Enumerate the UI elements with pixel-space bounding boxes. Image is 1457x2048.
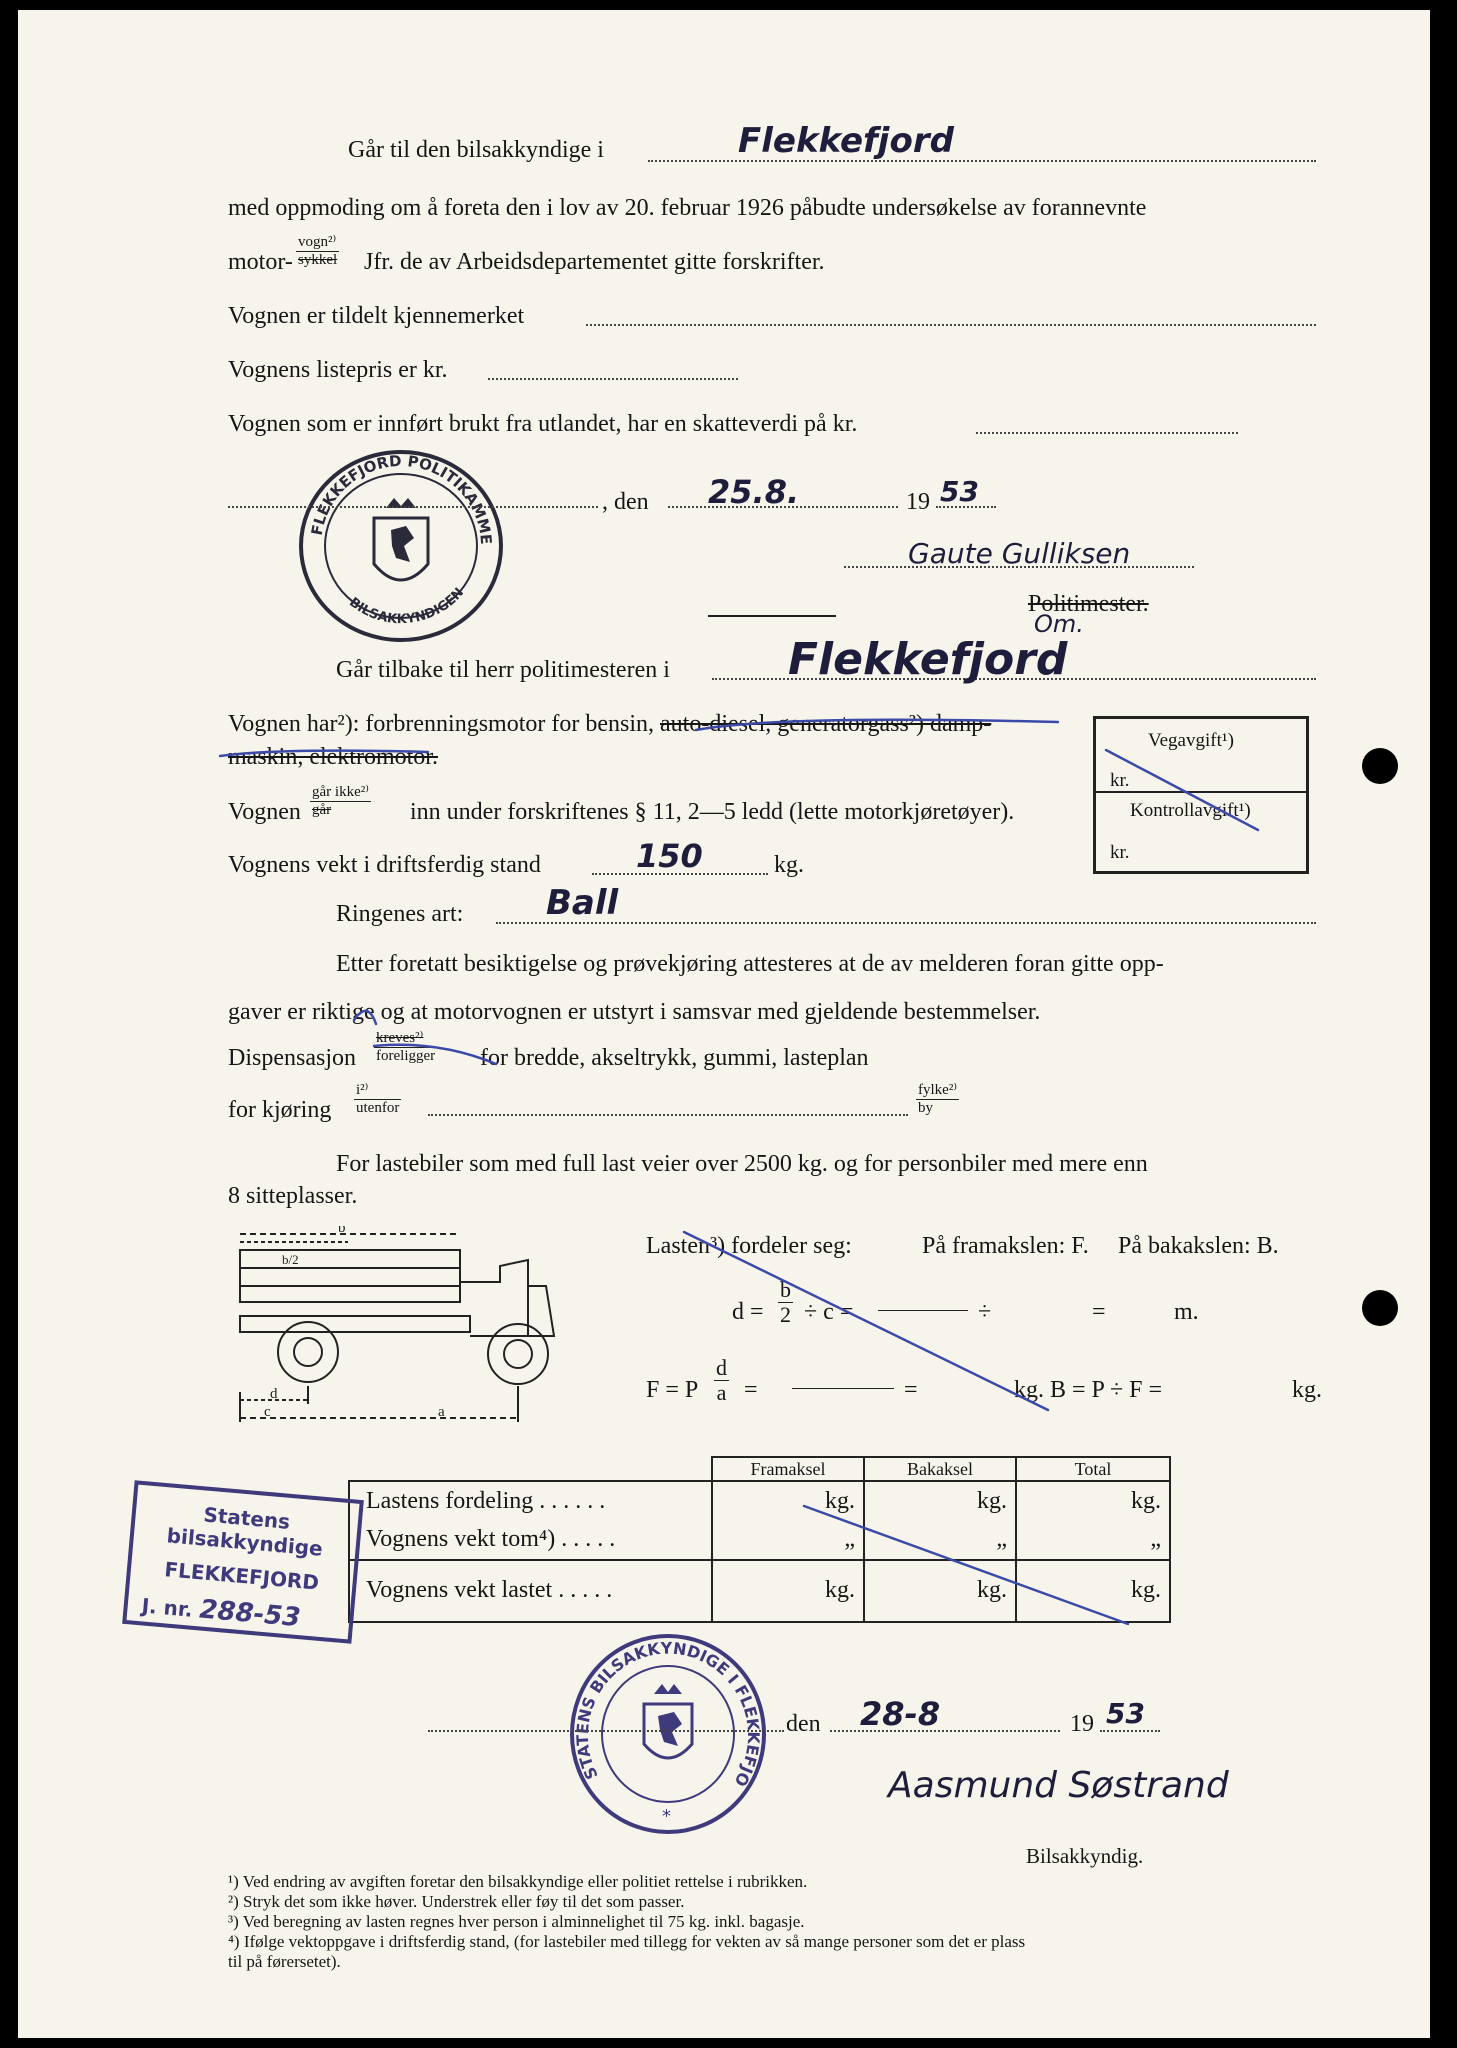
footnote-3: ³) Ved beregning av lasten regnes hver person i alminnelighet til 75 kg. inkl. bagasje. xyxy=(228,1912,805,1931)
forskrift-text: inn under forskriftenes § 11, 2—5 ledd (lette motorkjøretøyer). xyxy=(410,799,1015,825)
motor-type-struck-2: maskin, elektromotor. xyxy=(228,744,438,770)
pen-strike-motor xyxy=(696,720,1058,730)
cell-fram-lastet: kg. xyxy=(712,1560,864,1622)
kr-label-1: kr. xyxy=(1110,770,1130,791)
year-prefix-1: 19 xyxy=(906,489,930,515)
row-label-vekt-lastet: Vognens vekt lastet . . . . . xyxy=(349,1560,712,1622)
gaar-ikke-option: går ikke²⁾ xyxy=(312,784,369,800)
lasten-label: Lasten³) fordeler seg: xyxy=(646,1233,852,1259)
pen-strike-maskin xyxy=(220,751,428,756)
form-page xyxy=(18,10,1430,2038)
truck-label-b2: b/2 xyxy=(282,1252,299,1267)
motor-prefix: motor- xyxy=(228,249,293,275)
cell-bak-lastet: kg. xyxy=(864,1560,1016,1622)
attest-line-2: gaver er riktige og at motorvognen er utstyrt i samsvar med gjeldende bestemmelser. xyxy=(228,999,1041,1025)
pen-strike-table xyxy=(804,1506,1128,1624)
signature-2: Aasmund Søstrand xyxy=(888,1765,1229,1806)
den-label-2: den xyxy=(786,1711,821,1737)
cell-fram-fordeling: kg. xyxy=(825,1488,855,1514)
signature-1: Gaute Gulliksen xyxy=(908,537,1131,570)
pen-strike-formula xyxy=(684,1232,1048,1410)
footnote-2: ²) Stryk det som ikke høver. Understrek eller føy til det som passer. xyxy=(228,1892,685,1911)
dispensasjon-rest: for bredde, akseltrykk, gummi, lasteplan xyxy=(480,1045,869,1071)
gaar-option: går xyxy=(312,801,332,818)
year-prefix-2: 19 xyxy=(1070,1711,1094,1737)
motor-type-kept: Vognen har²): forbrenningsmotor for bensin, xyxy=(228,711,654,737)
police-stamp-bottom: BILSAKKYNDIGEN xyxy=(346,585,467,628)
cell-total-tom: „ xyxy=(1150,1526,1161,1553)
cell-fram-tom: „ xyxy=(844,1526,855,1553)
ringenes-handwritten: Ball xyxy=(546,883,619,923)
gaar-til-label: Går til den bilsakkyndige i xyxy=(348,137,604,163)
vekt-handwritten: 150 xyxy=(636,837,703,875)
kjennemerket-label: Vognen er tildelt kjennemerket xyxy=(228,303,525,329)
fylke-option: fylke²⁾ xyxy=(918,1082,958,1098)
journal-nr-label: J. nr. xyxy=(140,1593,194,1622)
vekt-unit: kg. xyxy=(774,852,804,878)
journal-stamp-line2: FLEKKEFJORD xyxy=(163,1557,320,1595)
skatteverdi-label: Vognen som er innført brukt fra utlandet, har en skatteverdi på kr. xyxy=(228,411,858,437)
lastebiler-line-1: For lastebiler som med full last veier over 2500 kg. og for personbiler med mere enn xyxy=(336,1151,1148,1177)
oppmoding-text: med oppmoding om å foreta den i lov av 20. februar 1926 påbudte undersøkelse av forannevnte xyxy=(228,195,1147,221)
motor-type-struck: auto-diesel, generatorgass²) damp- xyxy=(660,711,992,737)
two-denominator: 2 xyxy=(780,1302,791,1328)
date-2-handwritten: 28-8 xyxy=(860,1695,941,1733)
ringenes-label: Ringenes art: xyxy=(336,901,464,927)
footnote-4: ⁴) Ifølge vektoppgave i driftsferdig stand, (for lastebiler med tillegg for vekten av så mange personer som det er plass xyxy=(228,1932,1026,1951)
cell-bak-fordeling: kg. xyxy=(977,1488,1007,1514)
om-handwritten: Om. xyxy=(1034,610,1084,638)
vekt-label: Vognens vekt i driftsferdig stand xyxy=(228,852,541,878)
row-label-fordeling: Lastens fordeling . . . . . . xyxy=(366,1488,606,1514)
framakslen-label: På framakslen: F. xyxy=(922,1233,1089,1259)
formula-eq-2: = xyxy=(744,1377,758,1403)
pen-strike-kreves xyxy=(374,1045,496,1064)
formula-div: ÷ xyxy=(978,1299,992,1325)
bakakslen-label: På bakakslen: B. xyxy=(1118,1233,1279,1259)
round-stamp-text: STATENS BILSAKKYNDIGE I FLEKKEFJO xyxy=(572,1638,764,1790)
row-label-vekt-tom: Vognens vekt tom⁴) . . . . . xyxy=(366,1526,616,1553)
listepris-label: Vognens listepris er kr. xyxy=(228,357,448,383)
forskrifter-text: Jfr. de av Arbeidsdepartementet gitte forskrifter. xyxy=(364,249,825,275)
header-framaksel: Framaksel xyxy=(712,1457,864,1481)
cell-bak-tom: „ xyxy=(996,1526,1007,1553)
punch-hole-top xyxy=(1362,748,1398,784)
dispensasjon-label: Dispensasjon xyxy=(228,1045,356,1071)
cell-total-lastet: kg. xyxy=(1016,1560,1170,1622)
truck-label-c: c xyxy=(264,1404,271,1420)
formula-kg-b: kg. B = P ÷ F = xyxy=(1014,1377,1163,1403)
truck-label-a: a xyxy=(438,1404,445,1420)
kontrollavgift-label: Kontrollavgift¹) xyxy=(1130,800,1251,821)
footnote-1: ¹) Ved endring av avgiften foretar den bilsakkyndige eller politiet rettelse i rubrikken. xyxy=(228,1872,808,1891)
sykkel-option: sykkel xyxy=(298,251,338,268)
police-stamp-text: FLEKKEFJORD POLITIKAMME xyxy=(307,451,496,546)
foreligger-option: foreligger xyxy=(376,1047,436,1064)
politimester-label: Politimester. xyxy=(1028,591,1149,617)
truck-label-d: d xyxy=(270,1386,278,1402)
gaar-tilbake-label: Går tilbake til herr politimesteren i xyxy=(336,657,670,683)
vogn-option: vogn²⁾ xyxy=(296,234,339,252)
header-bakaksel: Bakaksel xyxy=(864,1457,1016,1481)
utenfor-option: utenfor xyxy=(356,1099,400,1116)
formula-f-eq: F = P xyxy=(646,1377,699,1403)
kr-label-2: kr. xyxy=(1110,842,1130,863)
kjoring-label: for kjøring xyxy=(228,1097,332,1123)
pen-strokes-overlay xyxy=(18,10,1430,2038)
pen-mark-riktige xyxy=(354,1011,376,1024)
footnote-5: til på førersetet). xyxy=(228,1952,341,1971)
b-numerator: b xyxy=(780,1277,791,1302)
date-1-handwritten: 25.8. xyxy=(708,473,800,511)
journal-nr-value: 288-53 xyxy=(198,1594,302,1634)
i-option: i²⁾ xyxy=(354,1082,401,1100)
formula-d-eq: d = xyxy=(732,1299,764,1325)
formula-kg: kg. xyxy=(1292,1377,1322,1403)
vognen-label: Vognen xyxy=(228,799,301,825)
by-option: by xyxy=(918,1099,933,1116)
formula-eq-1: = xyxy=(1092,1299,1106,1325)
lastebiler-line-2: 8 sitteplasser. xyxy=(228,1183,358,1209)
vegavgift-label: Vegavgift¹) xyxy=(1148,730,1234,751)
year-1-handwritten: 53 xyxy=(940,475,979,508)
den-label-1: , den xyxy=(602,489,649,515)
cell-total-fordeling: kg. xyxy=(1131,1488,1161,1514)
kreves-option: kreves²⁾ xyxy=(374,1030,437,1048)
pen-strike-fee-box xyxy=(1106,750,1258,830)
formula-eq-3: = xyxy=(904,1377,918,1403)
formula-minus-c: ÷ c = xyxy=(804,1299,854,1325)
journal-stamp-line1: Statens bilsakkyndige xyxy=(165,1502,324,1561)
year-2-handwritten: 53 xyxy=(1106,1697,1145,1730)
attest-line-1: Etter foretatt besiktigelse og prøvekjøring attesteres at de av melderen foran gitte opp- xyxy=(336,951,1164,977)
d-numerator: d xyxy=(716,1355,727,1380)
gaar-til-handwritten: Flekkefjord xyxy=(738,121,954,161)
bilsakkyndig-label: Bilsakkyndig. xyxy=(1026,1844,1144,1868)
a-denominator: a xyxy=(716,1380,727,1406)
round-stamp-star: * xyxy=(662,1806,671,1827)
formula-m: m. xyxy=(1174,1299,1199,1325)
truck-label-b: b xyxy=(338,1226,346,1236)
punch-hole-bottom xyxy=(1362,1290,1398,1326)
gaar-tilbake-handwritten: Flekkefjord xyxy=(788,634,1068,685)
header-total: Total xyxy=(1016,1457,1170,1481)
